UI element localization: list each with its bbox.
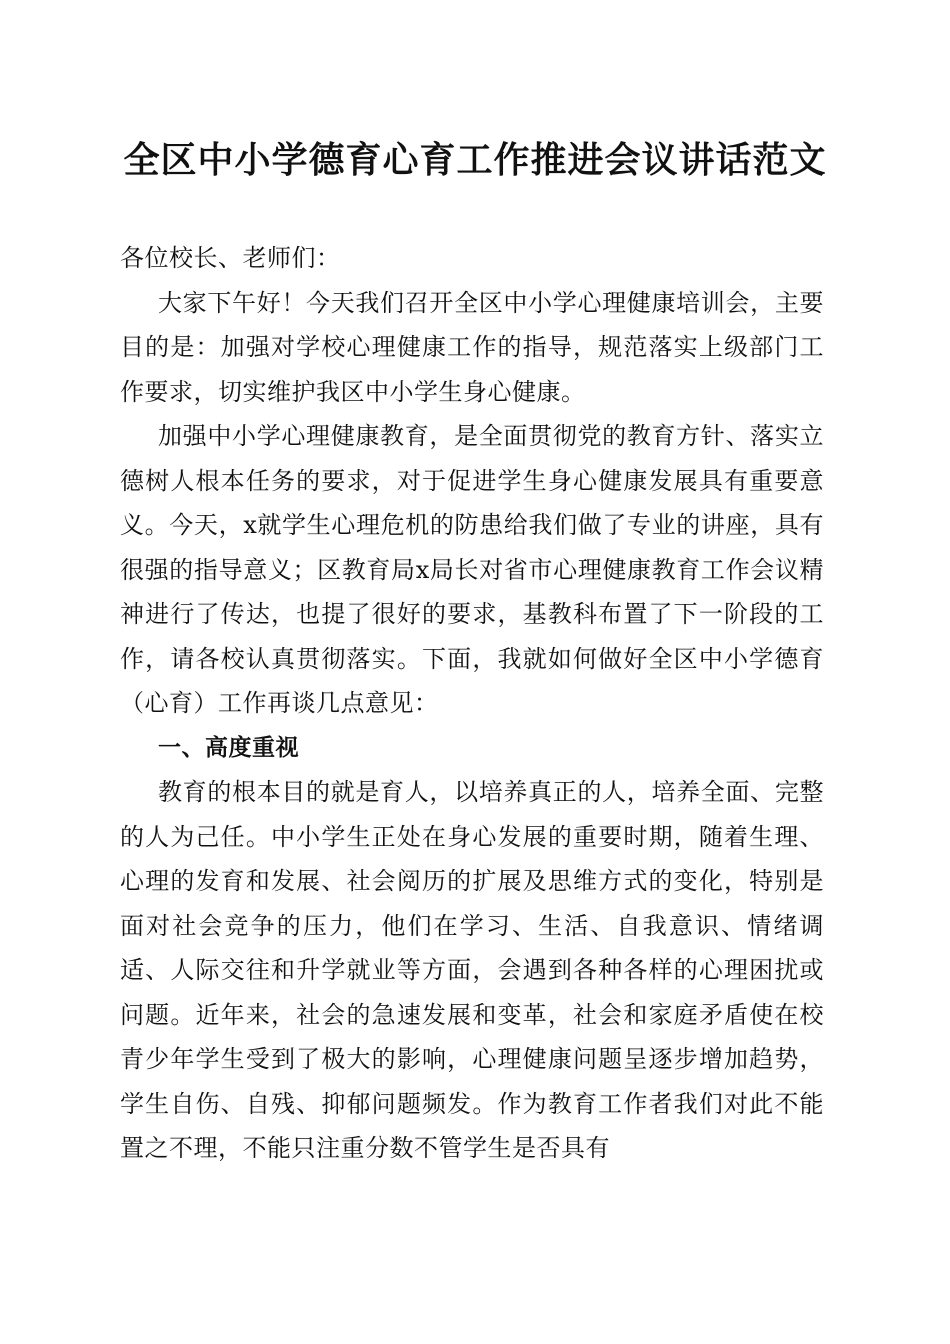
paragraph-section-one: 教育的根本目的就是育人，以培养真正的人，培养全面、完整的人为己任。中小学生正处在身心发展的重要时期，随着生理、心理的发育和发展、社会阅历的扩展及思维方式的变化，特别是面对社会竞争的压力，他们在学习、生活、自我意识、情绪调适、人际交往和升学就业等方面，会遇到各种各样的心理困扰或问题。近年来，社会的急速发展和变革，社会和家庭矛盾使在校青少年学生受到了极大的影响，心理健康问题呈逐步增加趋势，学生自伤、自残、抑郁问题频发。作为教育工作者我们对此不能置之不理，不能只注重分数不管学生是否具有 [120,778,824,1162]
salutation: 各位校长、老师们： [120,244,341,272]
document-body [120,236,824,1171]
section-heading: 一、高度重视 [158,734,299,761]
paragraph-greeting: 大家下午好！今天我们召开全区中小学心理健康培训会，主要目的是：加强对学校心理健康工作的指导，规范落实上级部门工作要求，切实维护我区中小学生身心健康。 [120,288,824,406]
document-title: 全区中小学德育心育工作推进会议讲话范文 [123,139,827,181]
paragraph-importance: 加强中小学心理健康教育，是全面贯彻党的教育方针、落实立德树人根本任务的要求，对于促进学生身心健康发展具有重要意义。今天，x就学生心理危机的防患给我们做了专业的讲座，具有很强的指导意义；区教育局x局长对省市心理健康教育工作会议精神进行了传达，也提了很好的要求，基教科布置了下一阶段的工作，请各校认真贯彻落实。下面，我就如何做好全区中小学德育（心育）工作再谈几点意见： [120,422,824,717]
